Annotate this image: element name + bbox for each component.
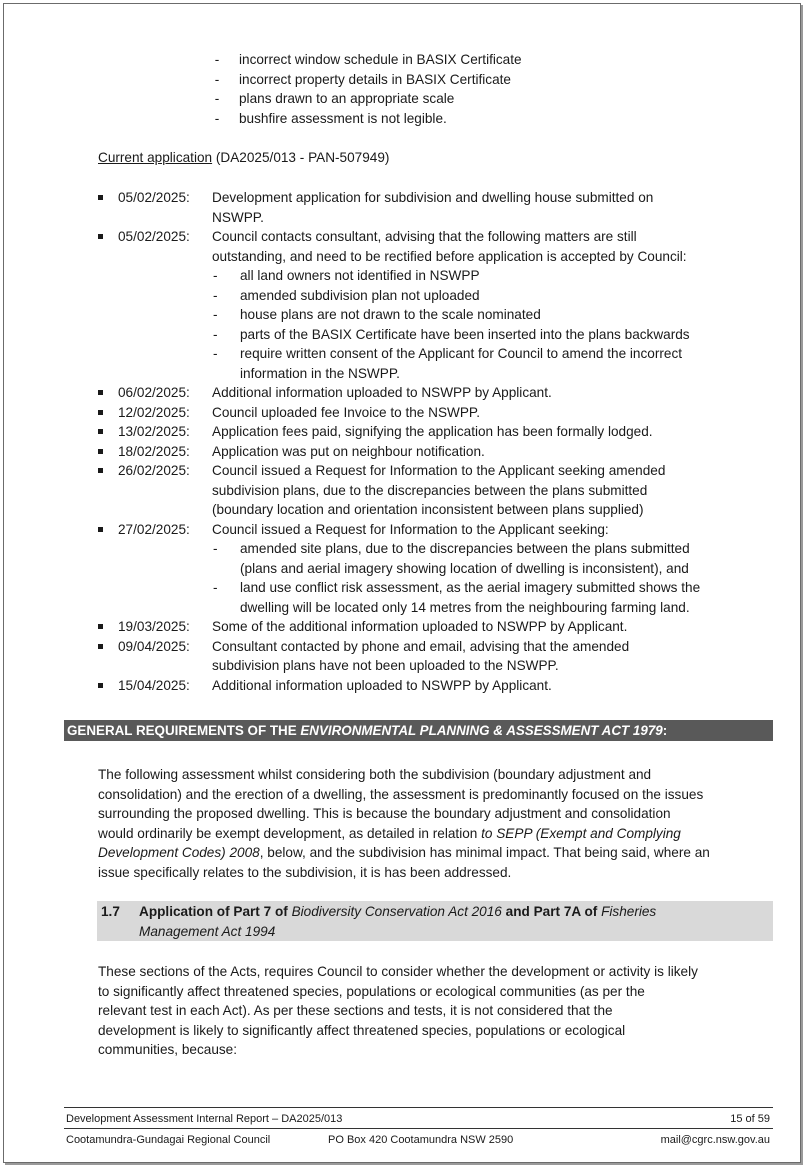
sub-list-item: - all land owners not identified in NSWPP (240, 266, 760, 286)
bullet-icon (98, 468, 103, 473)
sub-list-item: - land use conflict risk assessment, as the aerial imagery submitted shows the dwelling will be located only 14 metres from the neighbouring farming land. (240, 578, 760, 617)
biodiversity-paragraph (98, 962, 778, 1060)
list-item: - plans drawn to an appropriate scale (214, 91, 455, 106)
bullet-icon (98, 410, 103, 415)
timeline-entry (100, 383, 760, 403)
bullet-icon (98, 449, 103, 454)
entry-text-line: outstanding, and need to be rectified before application is accepted by Council: (212, 248, 687, 264)
subsection-header (97, 901, 773, 941)
timeline-entry (100, 403, 760, 423)
footer-divider (64, 1107, 773, 1108)
paragraph-line: The following assessment whilst considering both the subdivision (boundary adjustment and (98, 767, 652, 782)
entry-date: 26/02/2025: (118, 463, 190, 478)
entry-text-line: Additional information uploaded to NSWPP by Applicant. (212, 385, 552, 400)
footer-report-title: Development Assessment Internal Report – DA2025/013 (66, 1113, 343, 1125)
entry-text-line: Application fees paid, signifying the application has been formally lodged. (212, 424, 653, 439)
entry-date: 05/02/2025: (118, 190, 190, 205)
entry-text-line: subdivision plans have not been uploaded to the NSWPP. (212, 658, 559, 673)
current-application-label: Current application (98, 150, 213, 165)
timeline-entry (100, 520, 760, 618)
list-item: - incorrect window schedule in BASIX Certificate (214, 52, 522, 67)
subsection-number: 1.7 (101, 904, 120, 919)
sub-item-line: information in the NSWPP. (240, 365, 400, 381)
sub-item-line: parts of the BASIX Certificate have been inserted into the plans backwards (240, 326, 690, 342)
entry-text-line: Council contacts consultant, advising that the following matters are still (212, 229, 637, 244)
current-application-heading (98, 148, 389, 168)
entry-sub-list (212, 539, 760, 617)
timeline-entry (100, 422, 760, 442)
entry-date: 12/02/2025: (118, 404, 190, 420)
entry-date: 09/04/2025: (118, 638, 190, 654)
continued-dash-list (214, 50, 759, 128)
subsection-title: Application of Part 7 of Biodiversity Conservation Act 2016 and Part 7A of Fisheries Management Act 1994 (139, 904, 657, 939)
entry-text-line: Council uploaded fee Invoice to the NSWPP. (212, 404, 481, 420)
sub-item-line: amended site plans, due to the discrepancies between the plans submitted (240, 541, 690, 556)
sub-item-line: dwelling will be located only 14 metres from the neighbouring farming land. (240, 599, 690, 615)
entry-date: 15/04/2025: (118, 677, 190, 693)
paragraph-line: relevant test in each Act). As per these sections and tests, it is not considered that the (98, 1003, 613, 1018)
bullet-icon (98, 624, 103, 629)
bullet-icon (98, 195, 103, 200)
sub-item-line: all land owners not identified in NSWPP (240, 268, 480, 283)
paragraph-line: Development Codes) 2008, below, and the subdivision has minimal impact. That being said, where an (98, 845, 710, 860)
paragraph-line: These sections of the Acts, requires Council to consider whether the development or activity is likely (98, 964, 698, 979)
footer-email: mail@cgrc.nsw.gov.au (660, 1134, 770, 1146)
bullet-icon (98, 234, 103, 239)
paragraph-line: to significantly affect threatened species, populations or ecological communities (as per the (98, 983, 645, 999)
entry-date: 13/02/2025: (118, 424, 190, 439)
entry-text-line: Consultant contacted by phone and email, advising that the amended (212, 638, 630, 654)
footer-address: PO Box 420 Cootamundra NSW 2590 (328, 1134, 514, 1146)
sub-item-line: (plans and aerial imagery showing location of dwelling is inconsistent), and (240, 560, 689, 576)
sub-list-item: - amended site plans, due to the discrepancies between the plans submitted (plans and aerial imagery showing location of dwelling is inconsistent), and (240, 539, 760, 578)
entry-text-line: Council issued a Request for Information to the Applicant seeking amended (212, 463, 666, 478)
entry-text-line: NSWPP. (212, 209, 264, 225)
sub-item-line: amended subdivision plan not uploaded (240, 287, 480, 303)
bullet-icon (98, 644, 103, 649)
entry-text-line: Some of the additional information uploaded to NSWPP by Applicant. (212, 619, 628, 634)
bullet-icon (98, 429, 103, 434)
entry-date: 18/02/2025: (118, 443, 190, 459)
timeline-entry (100, 188, 760, 227)
bullet-icon (98, 390, 103, 395)
sub-item-line: house plans are not drawn to the scale nominated (240, 307, 541, 322)
paragraph-line: communities, because: (98, 1042, 238, 1057)
timeline-entry (100, 461, 760, 520)
entry-text-line: Council issued a Request for Information to the Applicant seeking: (212, 521, 609, 537)
paragraph-line: would ordinarily be exempt development, as detailed in relation to SEPP (Exempt and Complying (98, 825, 681, 841)
entry-date: 05/02/2025: (118, 229, 190, 244)
sub-item-line: land use conflict risk assessment, as the aerial imagery submitted shows the (240, 580, 701, 595)
paragraph-line: issue specifically relates to the subdivision, it is has been addressed. (98, 864, 512, 880)
list-item: - incorrect property details in BASIX Certificate (214, 71, 511, 87)
bullet-icon (98, 683, 103, 688)
section-header: GENERAL REQUIREMENTS OF THE ENVIRONMENTAL PLANNING & ASSESSMENT ACT 1979: (64, 720, 773, 741)
sub-list-item: - parts of the BASIX Certificate have been inserted into the plans backwards (240, 325, 760, 345)
entry-text-line: (boundary location and orientation inconsistent between plans supplied) (212, 502, 644, 517)
paragraph-line: consolidation) and the erection of a dwelling, the assessment is predominantly focused on the issues (98, 786, 704, 802)
paragraph-line: surrounding the proposed dwelling. This is because the boundary adjustment and consolidation (98, 806, 671, 821)
sub-list-item: - amended subdivision plan not uploaded (240, 286, 760, 306)
timeline-entry (100, 442, 760, 462)
assessment-paragraph (98, 765, 778, 882)
entry-text-line: Application was put on neighbour notification. (212, 443, 485, 459)
sub-item-line: require written consent of the Applicant for Council to amend the incorrect (240, 346, 683, 361)
application-timeline (100, 188, 760, 695)
bullet-icon (98, 527, 103, 532)
entry-text-line: Additional information uploaded to NSWPP by Applicant. (212, 677, 552, 693)
entry-date: 27/02/2025: (118, 521, 190, 537)
list-item: - bushfire assessment is not legible. (214, 110, 447, 126)
entry-text-line: Development application for subdivision and dwelling house submitted on (212, 190, 654, 205)
timeline-entry (100, 617, 760, 637)
entry-text-line: subdivision plans, due to the discrepancies between the plans submitted (212, 482, 648, 498)
timeline-entry (100, 676, 760, 696)
current-application-ref: (DA2025/013 - PAN-507949) (212, 150, 390, 165)
timeline-entry (100, 637, 760, 676)
sub-list-item: - require written consent of the Applicant for Council to amend the incorrect information in the NSWPP. (240, 344, 760, 383)
footer-page-number: 15 of 59 (730, 1113, 770, 1125)
entry-sub-list (212, 266, 760, 383)
footer-council-name: Cootamundra-Gundagai Regional Council (66, 1134, 271, 1146)
paragraph-line: development is likely to significantly affect threatened species, populations or ecological (98, 1022, 626, 1038)
footer-divider (64, 1128, 773, 1129)
sub-list-item: - house plans are not drawn to the scale nominated (240, 305, 760, 325)
entry-date: 06/02/2025: (118, 385, 190, 400)
timeline-entry (100, 227, 760, 383)
entry-date: 19/03/2025: (118, 619, 190, 634)
